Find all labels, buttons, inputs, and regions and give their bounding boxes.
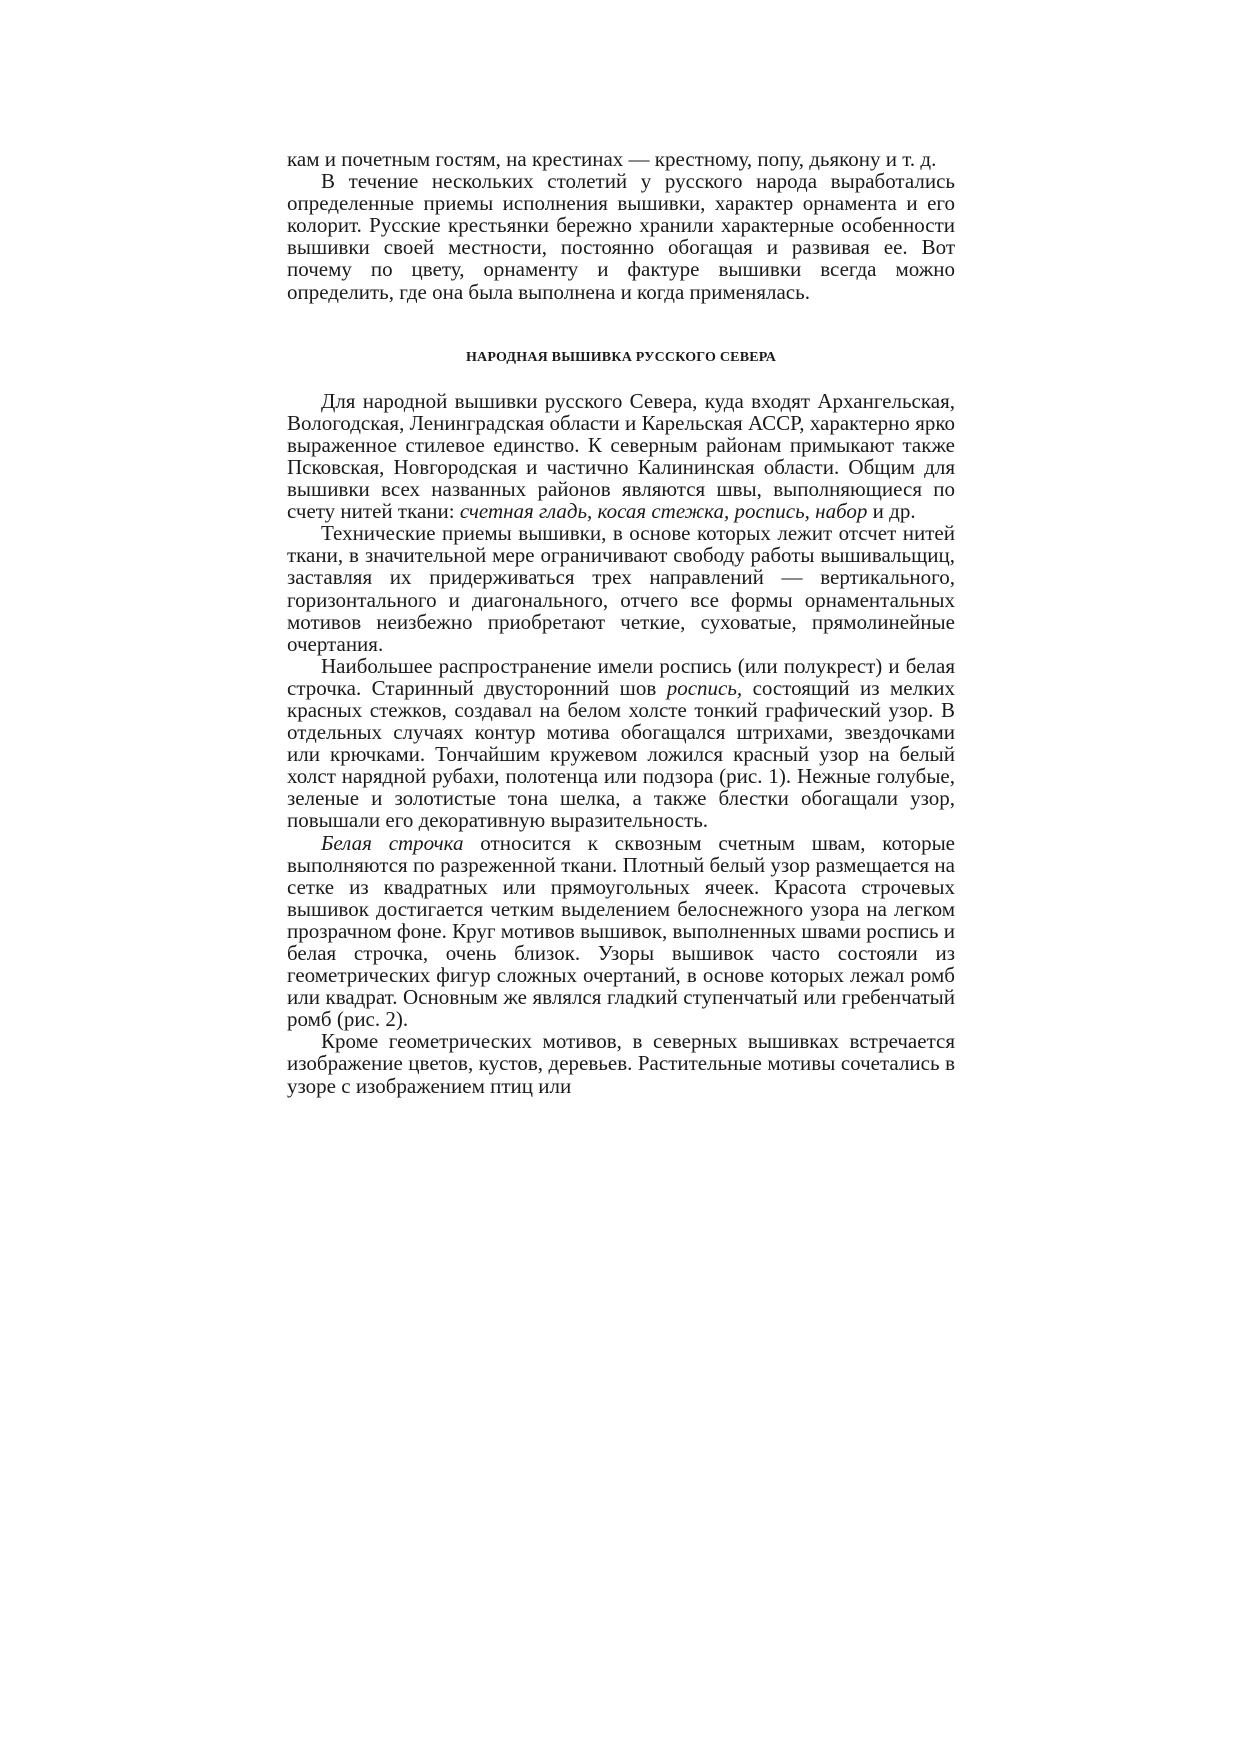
paragraph-intro (287, 170, 955, 303)
paragraph-continuation (287, 148, 955, 170)
paragraph-text: Кроме геометрических мотивов, в северных вышивках встречается изображение цветов, кустов, деревьев. Растительные мотивы сочетались в узоре с изображением птиц или (287, 1029, 955, 1098)
paragraph-text: Технические приемы вышивки, в основе которых лежит отсчет нитей ткани, в значительной мере ограничивают свободу работы вышивальщиц, заставляя их придерживаться трех направлений — вертикального, горизонтального и диагонального, отчего все формы орнаментальных мотивов неизбежно приобретают четкие, суховатые, прямолинейные очертания. (287, 521, 955, 656)
italic-term: Белая строчка (321, 830, 464, 855)
italic-term: счетная гладь, косая стежка, роспись, набор (459, 499, 868, 524)
italic-term: роспись, (666, 675, 743, 700)
paragraph-techniques (287, 522, 955, 655)
paragraph-text: и др. (867, 499, 916, 524)
paragraph-text: В течение нескольких столетий у русского народа выработались определенные приемы исполнения вышивки, характер орнамента и его колорит. Русские крестьянки бережно хранили характерные особенности вышивки своей местности, постоянно обогащая и развивая ее. Вот почему по цвету, орнаменту и фактуре вышивки всегда можно определить, где она была выполнена и когда применялась. (287, 169, 955, 304)
section-heading: НАРОДНАЯ ВЫШИВКА РУССКОГО СЕВЕРА (465, 349, 777, 365)
paragraph-north-styles (287, 390, 955, 523)
paragraph-rospis (287, 655, 955, 832)
paragraph-text: относится к сквозным счетным швам, которые выполняются по разреженной ткани. Плотный белый узор размещается на сетке из квадратных или прямоугольных ячеек. Красота строчевых вышивок достигается четким выделением белоснежного узора на легком прозрачном фоне. Круг мотивов вышивок, выполненных швами роспись и белая строчка, очень близок. Узоры вышивок часто состояли из геометрических фигур сложных очертаний, в основе которых лежал ромб или квадрат. Основным же являлся гладкий ступенчатый или гребенчатый ромб (рис. 2). (287, 830, 955, 1032)
paragraph-white-stitch (287, 832, 955, 1031)
paragraph-text: состоящий из мелких красных стежков, создавал на белом холсте тонкий графический узор. В отдельных случаях контур мотива обогащался штрихами, звездочками или крючками. Тончайшим кружевом ложился красный узор на белый холст нарядной рубахи, полотенца или подзора (рис. 1). Нежные голубые, зеленые и золотистые тона шелка, а также блестки обогащали узор, повышали его декоративную выразительность. (287, 675, 955, 833)
paragraph-text: кам и почетным гостям, на крестинах — крестному, попу, дьякону и т. д. (287, 147, 937, 171)
paragraph-plant-motifs (287, 1030, 955, 1096)
paragraph-text: Наибольшее распространение имели роспись (или полукрест) и белая строчка. Старинный двусторонний шов (287, 653, 955, 700)
paragraph-text: Для народной вышивки русского Севера, куда входят Архангельская, Вологодская, Ленинградская области и Карельская АССР, характерно ярко выраженное стилевое единство. К северным районам примыкают также Псковская, Новгородская и частично Калининская области. Общим для вышивки всех названных районов являются швы, выполняющиеся по счету нитей ткани: (287, 388, 955, 524)
text-column (287, 148, 955, 1097)
